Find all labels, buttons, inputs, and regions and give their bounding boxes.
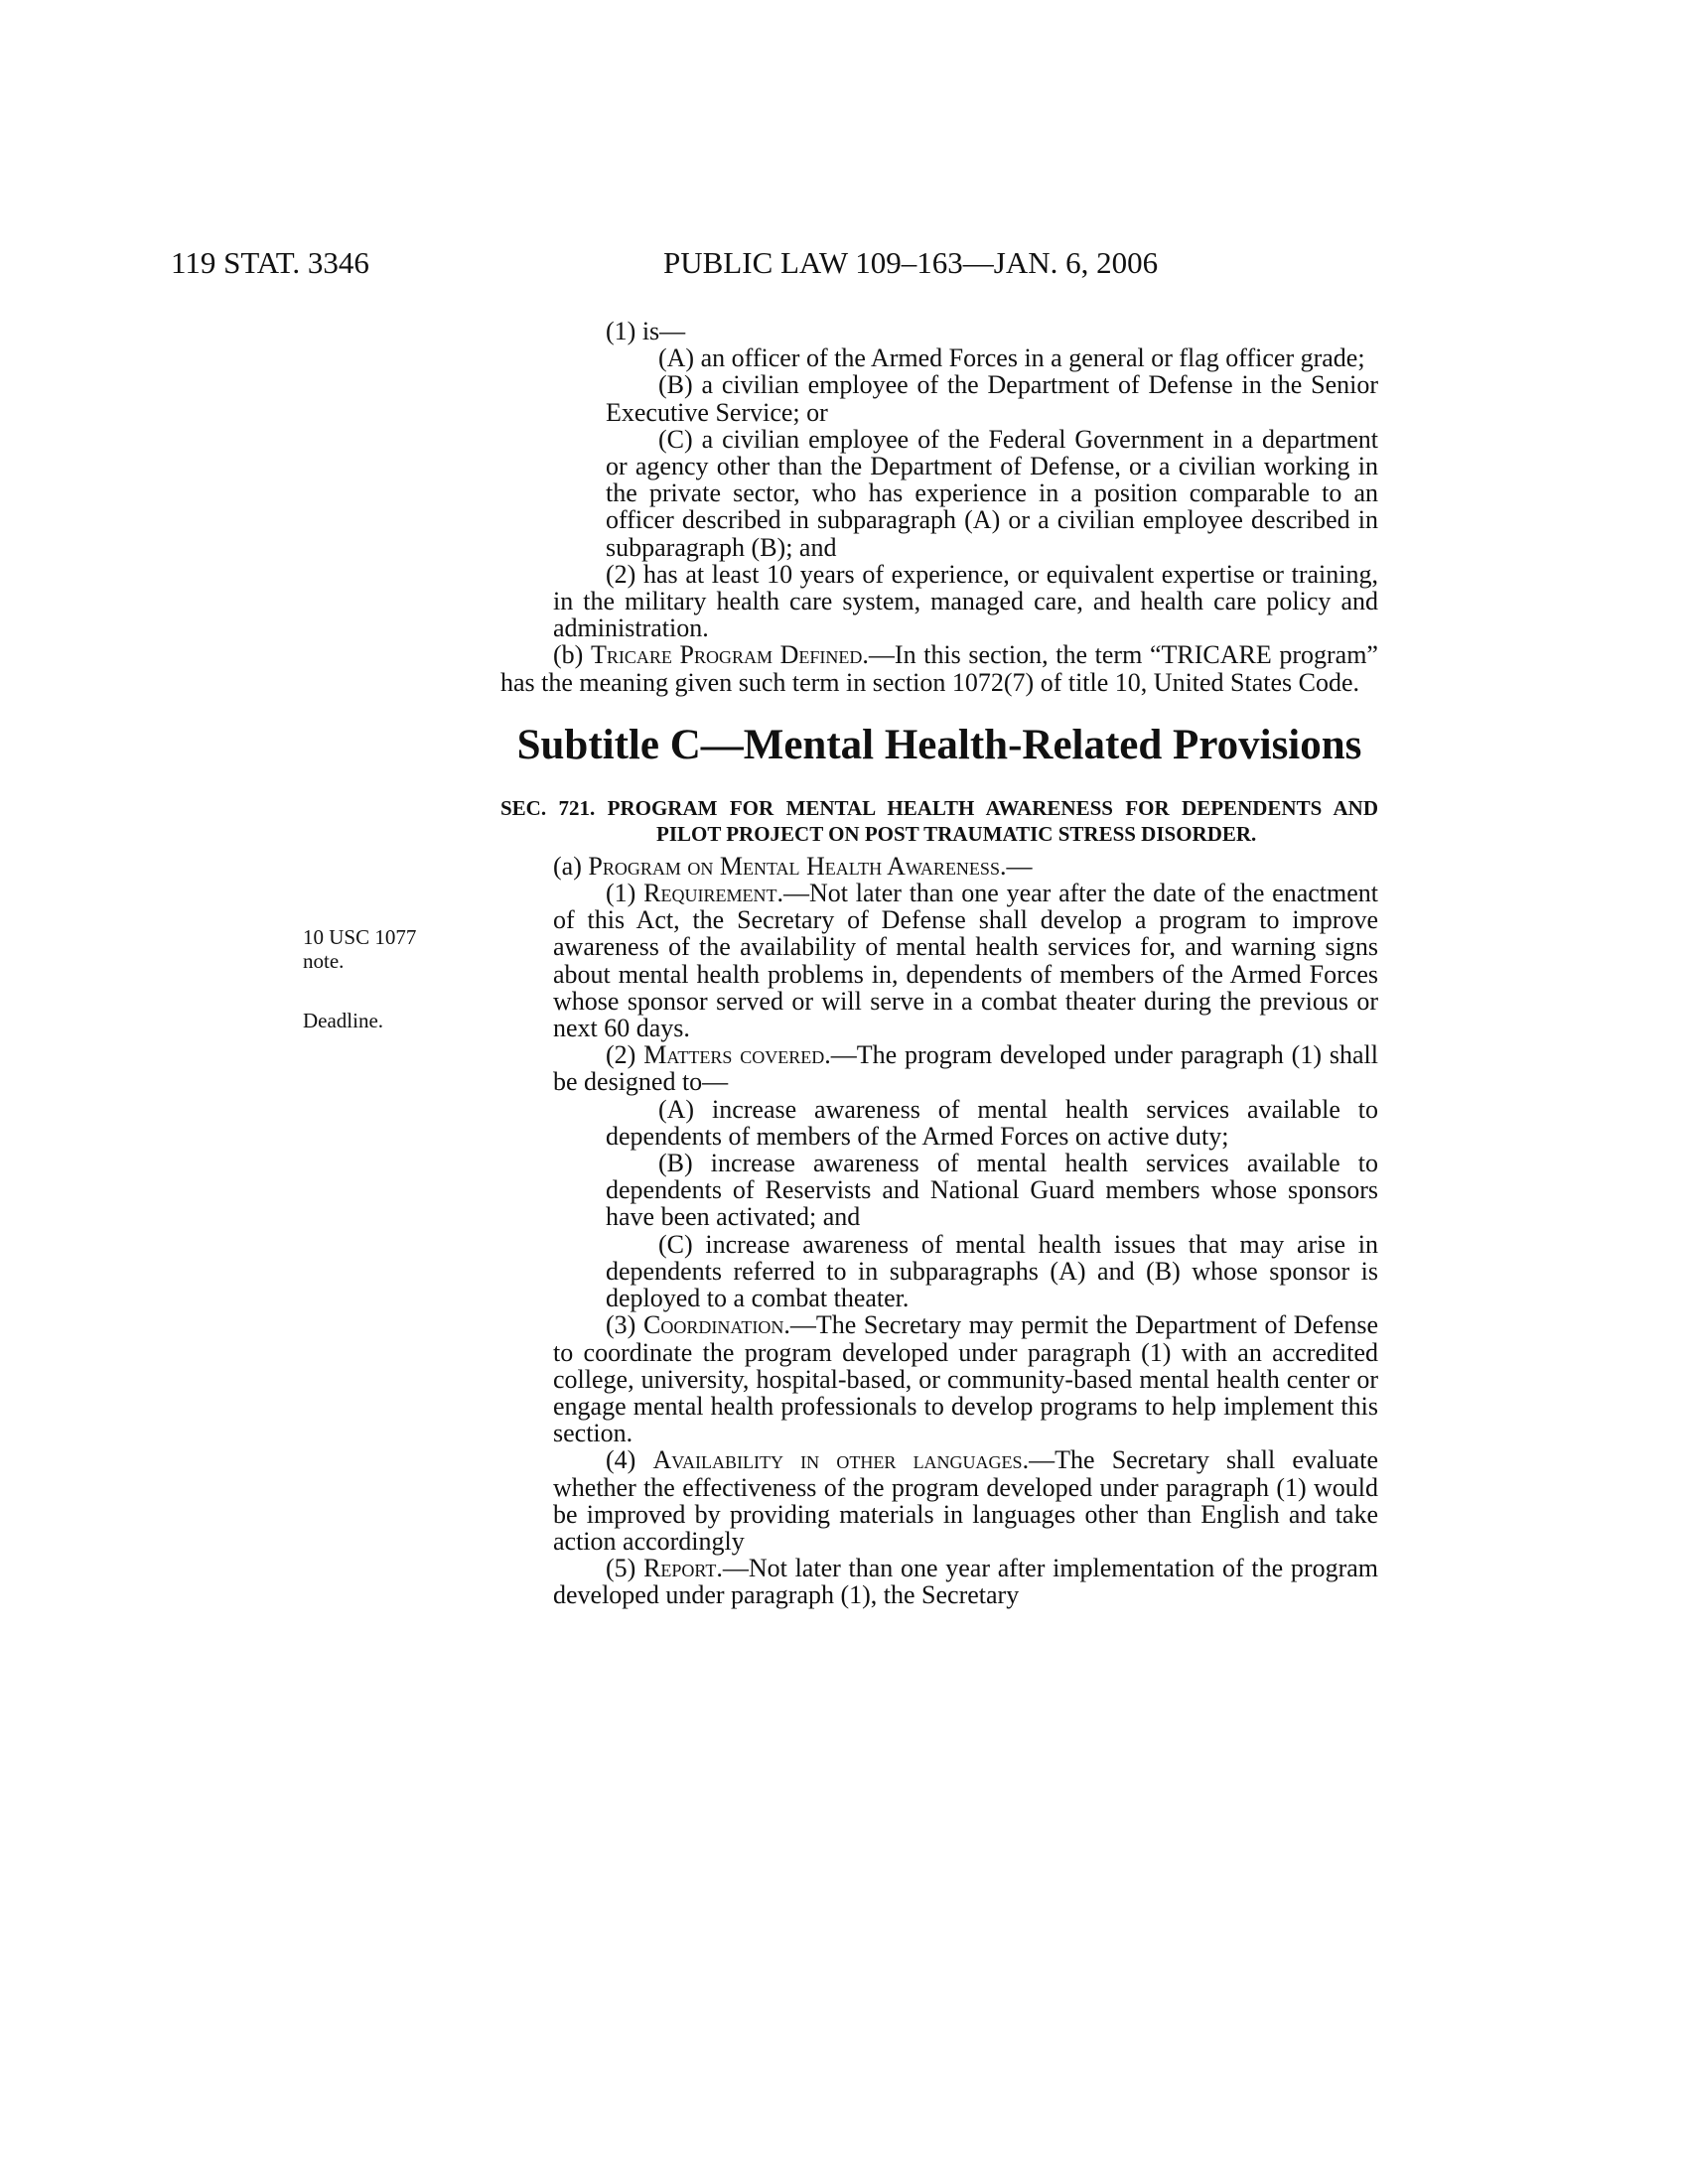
paragraph-a3-text: .—The Secretary may permit the Department of Defense to coordinate the program developed under paragraph (1) with an accredited college, university, hospital-based, or community-based mental health center or engage mental health professionals to develop programs to help implement this section. bbox=[553, 1310, 1378, 1448]
subsection-a bbox=[500, 853, 1378, 880]
section-heading: SEC. 721. PROGRAM FOR MENTAL HEALTH AWARENESS FOR DEPENDENTS AND PILOT PROJECT ON POST TRAUMATIC STRESS DISORDER. bbox=[500, 795, 1378, 846]
paragraph-a1 bbox=[500, 880, 1378, 1041]
subparagraph-a2A: (A) increase awareness of mental health services available to dependents of members of the Armed Forces on active duty; bbox=[606, 1094, 1378, 1151]
margin-note-deadline: Deadline. bbox=[303, 1009, 384, 1032]
paragraph-a3-label: (3) bbox=[606, 1310, 643, 1340]
paragraph-a2 bbox=[500, 1041, 1378, 1095]
paragraph-a5-heading: Report bbox=[643, 1554, 717, 1583]
paragraph-a1-text: .—Not later than one year after the date of the enactment of this Act, the Secretary of Defense shall develop a program to improve awareness of the availability of mental health services for, and warning signs about mental health problems in, dependents of members of the Armed Forces whose sponsor served or will serve in a combat theater during the previous or next 60 days. bbox=[553, 879, 1378, 1043]
subsection-b-label: (b) bbox=[553, 640, 591, 670]
paragraph-2: (2) has at least 10 years of experience, or equivalent expertise or training, in the military health care system, managed care, and health care policy and administration. bbox=[553, 559, 1378, 643]
subsection-a-label: (a) bbox=[553, 851, 589, 881]
paragraph-a3 bbox=[500, 1311, 1378, 1446]
paragraph-a5-label: (5) bbox=[606, 1554, 644, 1583]
subparagraph-1C: (C) a civilian employee of the Federal Government in a department or agency other than the Department of Defense, or a civilian working in the private sector, who has experience in a position comparable to an officer described in subparagraph (A) or a civilian employee described in subparagraph (B); and bbox=[606, 424, 1378, 562]
subsection-b bbox=[500, 641, 1378, 695]
running-header: PUBLIC LAW 109–163—JAN. 6, 2006 bbox=[663, 245, 1159, 280]
subsection-a-heading: Program on Mental Health Awareness bbox=[588, 851, 1000, 881]
paragraph-a1-label: (1) bbox=[606, 879, 644, 908]
subsection-a-dash: .— bbox=[999, 851, 1033, 881]
paragraph-a2-heading: Matters covered bbox=[643, 1040, 825, 1070]
paragraph-a4-text: .—The Secretary shall evaluate whether the effectiveness of the program developed under paragraph (1) would be improved by providing materials in languages other than English and take action accordingly bbox=[553, 1445, 1378, 1556]
paragraph-a5 bbox=[500, 1555, 1378, 1608]
paragraph-a4-label: (4) bbox=[606, 1445, 653, 1475]
subparagraph-1B: (B) a civilian employee of the Department of Defense in the Senior Executive Service; or bbox=[606, 370, 1378, 427]
subtitle-heading: Subtitle C—Mental Health-Related Provisions bbox=[516, 721, 1362, 768]
margin-note-citation: 10 USC 1077 note. bbox=[303, 925, 417, 973]
paragraph-1: (1) is— bbox=[606, 317, 686, 345]
paragraph-a5-text: .—Not later than one year after implementation of the program developed under paragraph (1), the Secretary bbox=[553, 1554, 1378, 1610]
paragraph-a1-heading: Requirement bbox=[643, 879, 777, 908]
document-body bbox=[500, 318, 1378, 1609]
paragraph-a2-text: .—The program developed under paragraph (1) shall be designed to— bbox=[553, 1040, 1378, 1097]
paragraph-a4 bbox=[500, 1446, 1378, 1555]
subparagraph-a2C: (C) increase awareness of mental health issues that may arise in dependents referred to in subparagraphs (A) and (B) whose sponsor is deployed to a combat theater. bbox=[606, 1229, 1378, 1313]
subsection-b-text: .—In this section, the term “TRICARE program” has the meaning given such term in section 1072(7) of title 10, United States Code. bbox=[500, 640, 1378, 697]
paragraph-a3-heading: Coordination bbox=[642, 1310, 784, 1340]
subparagraph-1A: (A) an officer of the Armed Forces in a general or flag officer grade; bbox=[658, 343, 1365, 373]
paragraph-a2-label: (2) bbox=[606, 1040, 644, 1070]
paragraph-a4-heading: Availability in other languages bbox=[652, 1445, 1023, 1475]
subparagraph-a2B: (B) increase awareness of mental health services available to dependents of Reservists and National Guard members whose sponsors have been activated; and bbox=[606, 1149, 1378, 1232]
page-reference: 119 STAT. 3346 bbox=[171, 245, 369, 280]
subsection-b-heading: Tricare Program Defined bbox=[590, 640, 863, 670]
